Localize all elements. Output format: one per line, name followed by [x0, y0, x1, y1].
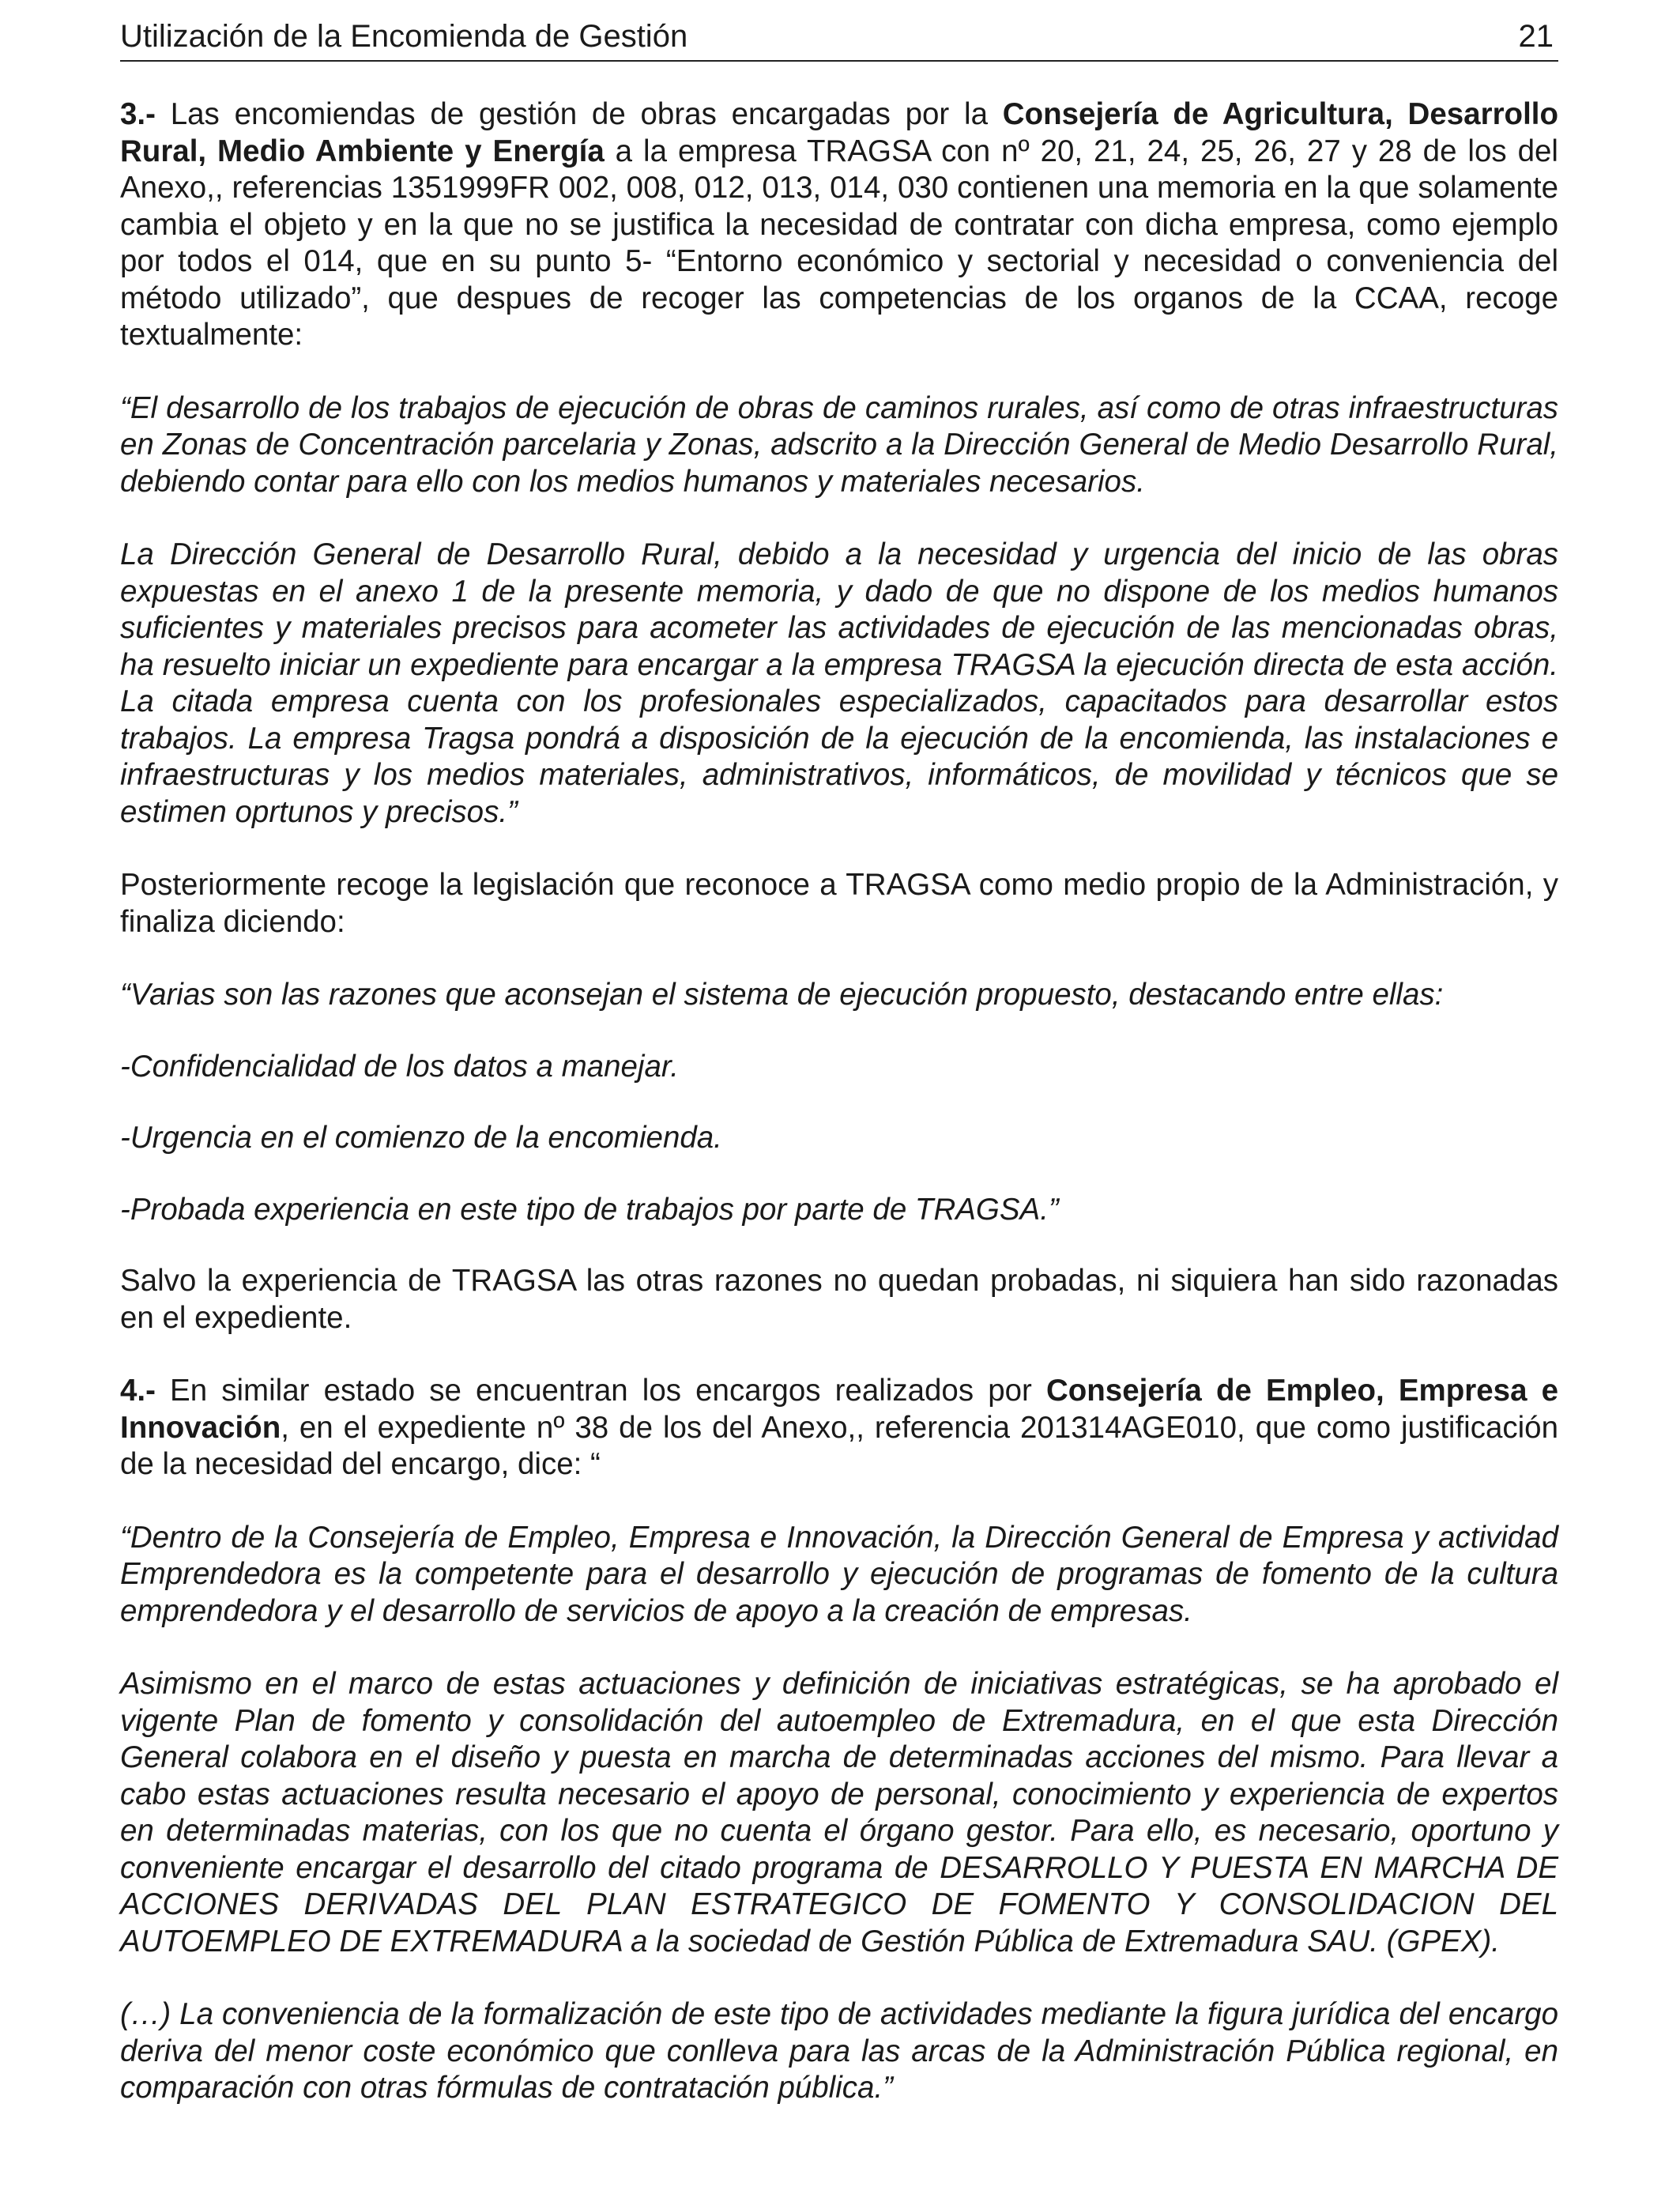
paragraph-bold-text: Consejería de Agricultura, Desarrollo Rural, Medio Ambiente y Energía — [120, 97, 1558, 168]
quote-paragraph: “Dentro de la Consejería de Empleo, Empresa e Innovación, la Dirección General de Empresa y actividad Emprendedora es la competente para el desarrollo y ejecución de programas de fomento de la cultura emprendedora y el desarrollo de servicios de apoyo a la creación de empresas. — [120, 1520, 1558, 1628]
paragraph-text: Las encomiendas de gestión de obras encargadas por la — [155, 97, 1003, 131]
paragraph-text: a la empresa TRAGSA con nº 20, 21, 24, 25, 26, 27 y 28 de los del Anexo,, referencias 1351999FR 002, 008, 012, 013, 014, 030 contienen una memoria en la que solamente cambia el objeto y en la que no se justifica la necesidad de contratar con dicha empresa, como ejemplo por todos el 014, que en su punto 5- “Entorno económico y sectorial y necesidad o conveniencia del método utilizado”, que despues de recoger las competencias de los organos de la CCAA, recoge textualmente: — [120, 134, 1558, 352]
quote-paragraph: (…) La conveniencia de la formalización de este tipo de actividades mediante la figura jurídica del encargo deriva del menor coste económico que conlleva para las arcas de la Administración Pública regional, en comparación con otras fórmulas de contratación pública.” — [120, 1997, 1558, 2105]
paragraph-bold-text: Consejería de Empleo, Empresa e Innovación — [120, 1374, 1559, 1445]
document-body — [120, 96, 1558, 2143]
quote-list-item: -Probada experiencia en este tipo de trabajos por parte de TRAGSA.” — [120, 1192, 1059, 1227]
paragraph: Salvo la experiencia de TRAGSA las otras razones no quedan probadas, ni siquiera han sido razonadas en el expediente. — [120, 1264, 1558, 1335]
paragraph-3 — [120, 96, 1558, 354]
paragraph-number: 4.- — [120, 1374, 156, 1408]
paragraph-text: En similar estado se encuentran los encargos realizados por — [155, 1374, 1046, 1408]
paragraph-text: , en el expediente nº 38 de los del Anexo,, referencia 201314AGE010, que como justificación de la necesidad del encargo, dice: “ — [120, 1410, 1558, 1481]
header-title: Utilización de la Encomienda de Gestión — [120, 19, 688, 54]
quote-paragraph: La Dirección General de Desarrollo Rural, debido a la necesidad y urgencia del inicio de las obras expuestas en el anexo 1 de la presente memoria, y dado de que no dispone de los medios humanos suficientes y materiales precisos para acometer las actividades de ejecución de las mencionadas obras, ha resuelto iniciar un expediente para encargar a la empresa TRAGSA la ejecución directa de esta acción. La citada empresa cuenta con los profesionales especializados, capacitados para desarrollar estos trabajos. La empresa Tragsa pondrá a disposición de la ejecución de la encomienda, las instalaciones e infraestructuras y los medios materiales, administrativos, informáticos, de movilidad y técnicos que se estimen oprtunos y precisos.” — [120, 537, 1558, 829]
paragraph-number: 3.- — [120, 97, 156, 131]
quote-paragraph: Asimismo en el marco de estas actuaciones y definición de iniciativas estratégicas, se ha aprobado el vigente Plan de fomento y consolidación del autoempleo de Extremadura, en el que esta Dirección General colabora en el diseño y puesta en marcha de determinadas acciones del mismo. Para llevar a cabo estas actuaciones resulta necesario el apoyo de personal, conocimiento y experiencia de expertos en determinadas materias, con los que no cuenta el órgano gestor. Para ello, es necesario, oportuno y conveniente encargar el desarrollo del citado programa de DESARROLLO Y PUESTA EN MARCHA DE ACCIONES DERIVADAS DEL PLAN ESTRATEGICO DE FOMENTO Y CONSOLIDACION DEL AUTOEMPLEO DE EXTREMADURA a la sociedad de Gestión Pública de Extremadura SAU. (GPEX). — [120, 1667, 1558, 1958]
paragraph-4 — [120, 1373, 1558, 1483]
page-header — [120, 14, 1558, 62]
quote-list-item: -Urgencia en el comienzo de la encomienda. — [120, 1121, 722, 1155]
quote-list-item: -Confidencialidad de los datos a manejar. — [120, 1049, 679, 1084]
quote-paragraph: “El desarrollo de los trabajos de ejecución de obras de caminos rurales, así como de otras infraestructuras en Zonas de Concentración parcelaria y Zonas, adscrito a la Dirección General de Medio Desarrollo Rural, debiendo contar para ello con los medios humanos y materiales necesarios. — [120, 390, 1558, 499]
page-number: 21 — [1518, 19, 1554, 54]
quote-paragraph: “Varias son las razones que aconsejan el sistema de ejecución propuesto, destacando entre ellas: — [120, 978, 1444, 1012]
paragraph: Posteriormente recoge la legislación que reconoce a TRAGSA como medio propio de la Administración, y finaliza diciendo: — [120, 868, 1558, 939]
